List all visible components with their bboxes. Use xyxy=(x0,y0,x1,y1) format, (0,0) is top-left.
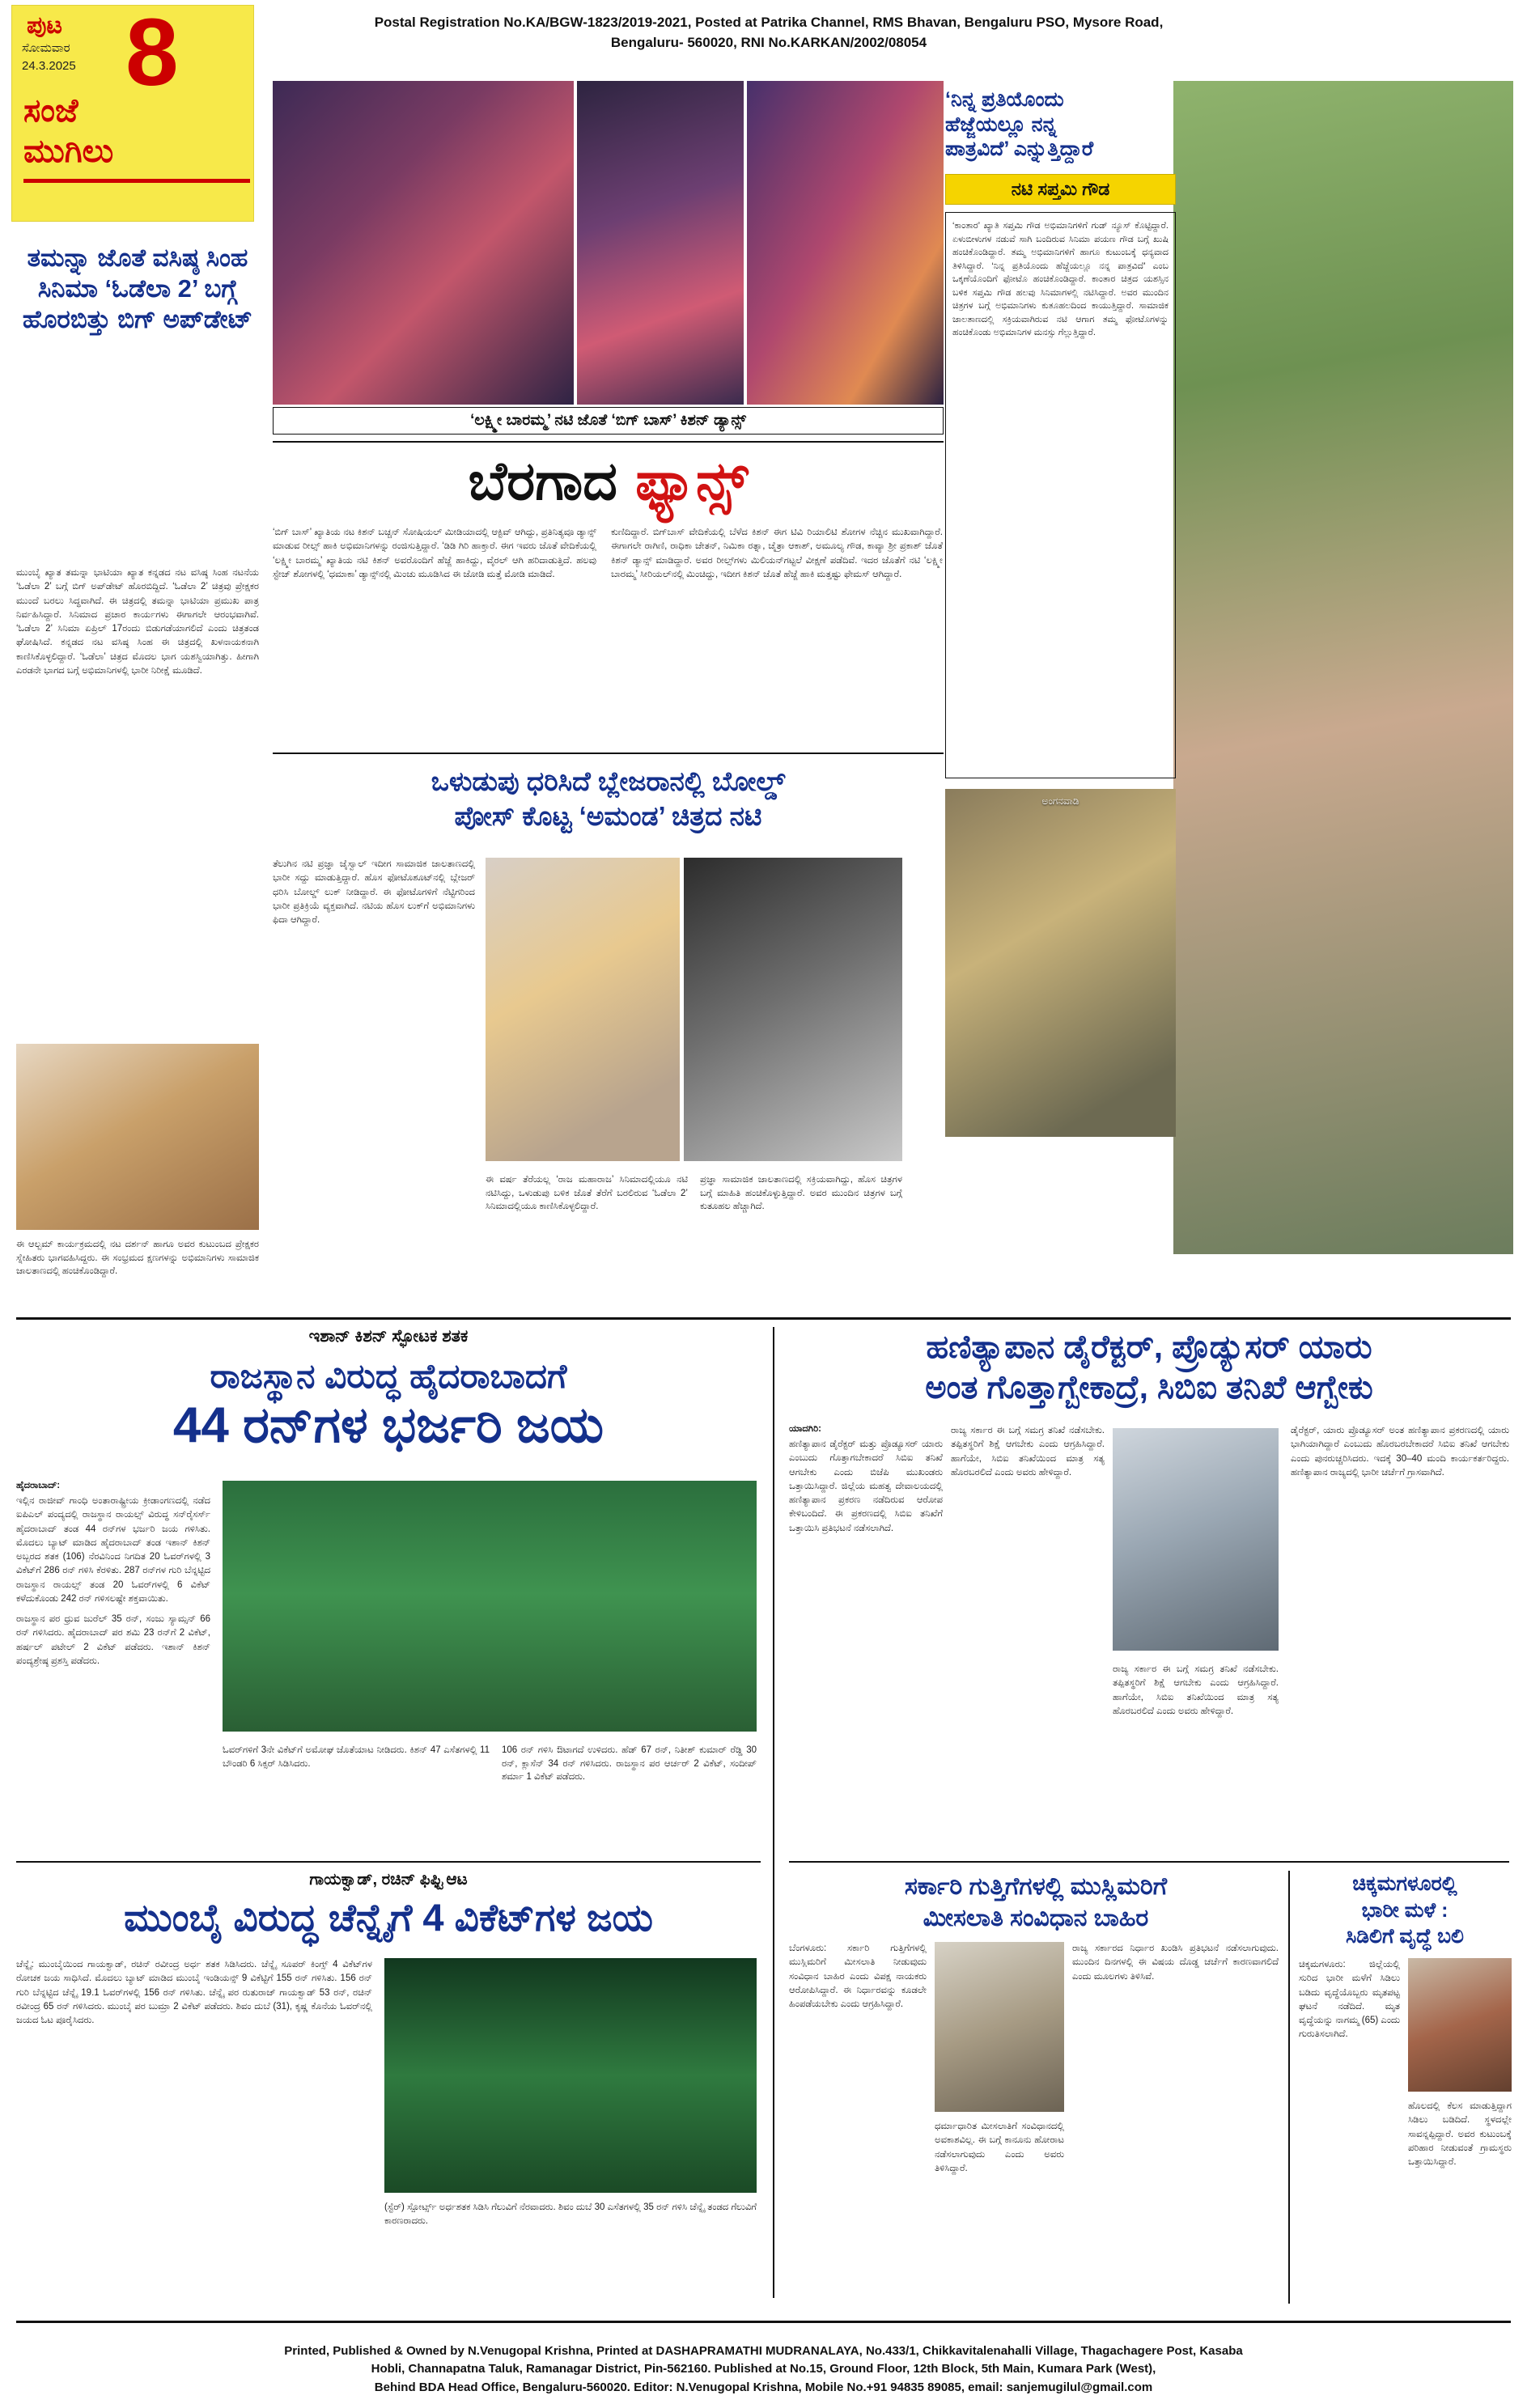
page-number: 8 xyxy=(125,0,179,106)
muslim-headline-1: ಸರ್ಕಾರಿ ಗುತ್ತಿಗೆಗಳಲ್ಲಿ ಮುಸ್ಲಿಮರಿಗೆ xyxy=(904,1873,1168,1900)
muslim-col3: ರಾಜ್ಯ ಸರ್ಕಾರದ ನಿರ್ಧಾರ ಖಂಡಿಸಿ ಪ್ರತಿಭಟನೆ ನಡೆಸಲಾಗುವುದು. ಮುಂದಿನ ದಿನಗಳಲ್ಲಿ ಈ ವಿಷಯ ದೊಡ್ಡ ಚರ್ಚೆಗೆ ಕಾರಣವಾಗಲಿದೆ ಎಂದು ಮೂಲಗಳು ತಿಳಿಸಿವೆ. xyxy=(1072,1944,1279,1982)
sports-bottom-kicker: ಗಾಯಕ್ವಾಡ್, ರಚಿನ್ ಫಿಫ್ಟಿ ಆಟ xyxy=(309,1871,468,1889)
masthead-flag xyxy=(11,0,254,222)
divider-vertical-main xyxy=(773,1327,774,2298)
sports-left-cap2: 106 ರನ್ ಗಳಿಸಿ ಔಟಾಗದೆ ಉಳಿದರು. ಹೆಡ್ 67 ರನ್, ನಿತೀಶ್ ಕುಮಾರ್ ರೆಡ್ಡಿ 30 ರನ್, ಕ್ಲಾಸೆನ್ 34 ರನ್ ಗಳಿಸಿದರು. ರಾಜಸ್ಥಾನ ಪರ ಆರ್ಚರ್ 2 ವಿಕೆಟ್, ಸಂದೀಪ್ ಶರ್ಮಾ 1 ವಿಕೆಟ್ ಪಡೆದರು. xyxy=(502,1745,757,1783)
photo-cricket-srh-team xyxy=(223,1481,757,1732)
left-story xyxy=(16,243,259,334)
photo-dance-stage-3 xyxy=(747,81,944,405)
divider-center-bottom xyxy=(789,1861,1509,1863)
sports-left-body1: ಇಲ್ಲಿನ ರಾಜೀವ್ ಗಾಂಧಿ ಅಂತಾರಾಷ್ಟ್ರೀಯ ಕ್ರೀಡಾಂಗಣದಲ್ಲಿ ನಡೆದ ಐಪಿಎಲ್ ಪಂದ್ಯದಲ್ಲಿ ರಾಜಸ್ಥಾನ ರಾಯಲ್ಸ್ ವಿರುದ್ಧ ಸನ್‌ರೈಸರ್ಸ್ ಹೈದರಾಬಾದ್ ತಂಡ 44 ರನ್‌ಗಳ ಭರ್ಜರಿ ಜಯ ಗಳಿಸಿತು. ಮೊದಲು ಬ್ಯಾಟ್ ಮಾಡಿದ ಹೈದರಾಬಾದ್ ತಂಡ ಇಶಾನ್ ಕಿಶನ್ ಅಬ್ಬರದ ಶತಕ (106) ನೆರವಿನಿಂದ ನಿಗದಿತ 20 ಓವರ್‌ಗಳಲ್ಲಿ 3 ವಿಕೆಟ್‌ಗೆ 286 ರನ್ ಗಳಿಸಿ ಕೆರಳಿತು. 287 ರನ್‌ಗಳ ಗುರಿ ಬೆನ್ನಟ್ಟಿದ ರಾಜಸ್ಥಾನ ರಾಯಲ್ಸ್ ತಂಡ 20 ಓವರ್‌ಗಳಲ್ಲಿ 6 ವಿಕೆಟ್ ಕಳೆದುಕೊಂಡು 242 ರನ್ ಗಳಿಸಲಷ್ಟೇ ಶಕ್ತವಾಯಿತು. xyxy=(16,1496,210,1604)
bold-pose-caption-right: ಪ್ರಜ್ಞಾ ಸಾಮಾಜಿಕ ಜಾಲತಾಣದಲ್ಲಿ ಸಕ್ರಿಯವಾಗಿದ್ದು, ಹೊಸ ಚಿತ್ರಗಳ ಬಗ್ಗೆ ಮಾಹಿತಿ ಹಂಚಿಕೊಳ್ಳುತ್ತಿದ್ದಾರೆ. ಅವರ ಮುಂದಿನ ಚಿತ್ರಗಳ ಬಗ್ಗೆ ಕುತೂಹಲ ಹೆಚ್ಚಾಗಿದೆ. xyxy=(700,1175,902,1212)
fans-body-col1-wrap xyxy=(273,526,596,582)
page-label: ಪುಟ xyxy=(27,12,63,39)
bold-pose-headline xyxy=(273,765,944,834)
center-col3: ಡೈರೆಕ್ಟರ್, ಯಾರು ಪ್ರೊಡ್ಯೂಸರ್ ಅಂತ ಹಣಿತ್ಯಾಪಾನ ಪ್ರಕರಣದಲ್ಲಿ ಯಾರು ಭಾಗಿಯಾಗಿದ್ದಾರೆ ಎಂಬುದು ಹೊರಬರಬೇಕಾದರೆ ಸಿಬಿಐ ತನಿಖೆ ಆಗಬೇಕು ಎಂದು ಪುನರುಚ್ಚರಿಸಿದರು. ಇದಕ್ಕೆ 30–40 ಮಂದಿ ಕಾರ್ಯಕರ್ತರಿದ್ದರು. ಹಣಿತ್ಯಾಪಾನ ರಾಜ್ಯದಲ್ಲಿ ಭಾರೀ ಚರ್ಚೆಗೆ ಗ್ರಾಸವಾಗಿದೆ. xyxy=(1291,1426,1509,1477)
photo-wedding-event xyxy=(16,1044,259,1230)
center-col1-wrap xyxy=(789,1424,943,1536)
sports-left-kicker-wrap xyxy=(16,1327,761,1346)
center-col2-wrap xyxy=(951,1424,1105,1480)
sports-bottom-caption: (ಸ್ಟೆರ್) ಸ್ಪೋರ್ಟ್ಸ್ ಅರ್ಧಶತಕ ಸಿಡಿಸಿ ಗೆಲುವಿಗೆ ನೆರವಾದರು. ಶಿವಂ ದುಬೆ 30 ಎಸೆತಗಳಲ್ಲಿ 35 ರನ್ ಗಳಿಸಿ ಚೆನ್ನೈ ತಂಡದ ಗೆಲುವಿಗೆ ಕಾರಣರಾದರು. xyxy=(384,2202,757,2226)
dance-photo-caption-box xyxy=(273,407,944,435)
center-story-headline-wrap xyxy=(789,1327,1509,1408)
sports-left-kicker: ಇಶಾನ್ ಕಿಶನ್ ಸ್ಫೋಟಕ ಶತಕ xyxy=(308,1327,469,1346)
wedding-caption: ಈ ಆಲ್ಬಮ್ ಕಾರ್ಯಕ್ರಮದಲ್ಲಿ ನಟ ದರ್ಶನ್ ಹಾಗೂ ಅವರ ಕುಟುಂಬದ ಪ್ರೇಕ್ಷಕರ ಸ್ನೇಹಿತರು ಭಾಗವಹಿಸಿದ್ದರು. ಈ ಸಂಭ್ರಮದ ಕ್ಷಣಗಳನ್ನು ಅಭಿಮಾನಿಗಳು ಸಾಮಾಜಿಕ ಜಾಲತಾಣದಲ್ಲಿ ಹಂಚಿಕೊಂಡಿದ್ದಾರೆ. xyxy=(16,1240,259,1277)
fans-body-col1: ‘ಬಿಗ್ ಬಾಸ್’ ಖ್ಯಾತಿಯ ನಟ ಕಿಶನ್ ಬಚ್ಚನ್ ಸೋಷಿಯಲ್ ಮೀಡಿಯಾದಲ್ಲಿ ಆಕ್ಟಿವ್ ಆಗಿದ್ದು, ಪ್ರತಿನಿತ್ಯವೂ ಡ್ಯಾನ್ಸ್ ಮಾಡುವ ರೀಲ್ಸ್ ಹಾಕಿ ಅಭಿಮಾನಿಗಳನ್ನು ರಂಜಿಸುತ್ತಿದ್ದಾರೆ. ‘ಡಿಡಿ ಗಿರಿ ಹಾಕ್ತಾರೆ. ಈಗ ಇವರು ಜೊತೆ ವೇದಿಕೆಯಲ್ಲಿ ‘ಲಕ್ಷ್ಮೀ ಬಾರಮ್ಮ’ ಖ್ಯಾತಿಯ ನಟಿ ಕಿಶನ್ ಅವರೊಂದಿಗೆ ಹೆಜ್ಜೆ ಹಾಕಿದ್ದು, ವೈರಲ್ ಆಗಿ ಹರಿದಾಡುತ್ತಿದೆ. ಹಲವು ಸ್ಟೇಜ್ ಶೋಗಳಲ್ಲಿ ‘ಧಮಾಕಾ’ ಡ್ಯಾನ್ಸ್‌ನಲ್ಲಿ ಮಿಂಚು ಮೂಡಿಸಿದ ಈ ಜೋಡಿ ಮತ್ತೆ ಮೋಡಿ ಮಾಡಿದೆ. xyxy=(273,528,596,579)
left-story-body-wrap xyxy=(16,566,259,678)
bold-pose-col1-wrap xyxy=(273,858,475,927)
bold-pose-col1: ತೆಲುಗಿನ ನಟಿ ಪ್ರಜ್ಞಾ ಜೈಸ್ವಾಲ್ ಇದೀಗ ಸಾಮಾಜಿಕ ಜಾಲತಾಣದಲ್ಲಿ ಭಾರೀ ಸದ್ದು ಮಾಡುತ್ತಿದ್ದಾರೆ. ಹೊಸ ಫೋಟೊಶೂಟ್‌ನಲ್ಲಿ ಬ್ಲೇಜರ್ ಧರಿಸಿ ಬೋಲ್ಡ್ ಲುಕ್ ನೀಡಿದ್ದಾರೆ. ಈ ಫೋಟೊಗಳಿಗೆ ನೆಟ್ಟಿಗರಿಂದ ಭಾರೀ ಪ್ರತಿಕ್ರಿಯೆ ವ್ಯಕ್ತವಾಗಿದೆ. ನಟಿಯ ಹೊಸ ಲುಕ್‌ಗೆ ಅಭಿಮಾನಿಗಳು ಫಿದಾ ಆಗಿದ್ದಾರೆ. xyxy=(273,859,475,925)
center-col-under-photo xyxy=(1113,1663,1279,1719)
postal-registration xyxy=(267,13,1270,53)
flag-divider xyxy=(23,179,250,183)
muslim-col2: ಧರ್ಮಾಧಾರಿತ ಮೀಸಲಾತಿಗೆ ಸಂವಿಧಾನದಲ್ಲಿ ಅವಕಾಶವಿಲ್ಲ. ಈ ಬಗ್ಗೆ ಕಾನೂನು ಹೋರಾಟ ನಡೆಸಲಾಗುವುದು ಎಂದು ಅವರು ತಿಳಿಸಿದ್ದಾರೆ. xyxy=(935,2122,1064,2173)
footer-line-2: Hobli, Channapatna Taluk, Ramanagar District, Pin-562160. Published at No.15, Ground Floor, 12th Block, 5th Main, Kumara Park (West), xyxy=(371,2362,1156,2376)
bold-pose-headline-line2: ಪೋಸ್ ಕೊಟ್ಟ ‘ಅಮಂಡ’ ಚಿತ್ರದ ನಟಿ xyxy=(454,800,762,831)
photo-actress-blazer xyxy=(684,858,902,1161)
right-headline-line1: ‘ನಿನ್ನ ಪ್ರತಿಯೊಂದು xyxy=(945,88,1064,111)
paper-name-line2: ಮುಗಿಲು xyxy=(23,134,114,169)
muslim-story-headline-wrap xyxy=(789,1871,1283,1934)
muslim-headline-2: ಮೀಸಲಾತಿ ಸಂವಿಧಾನ ಬಾಹಿರ xyxy=(923,1905,1149,1931)
sports-left-body2: ರಾಜಸ್ಥಾನ ಪರ ಧ್ರುವ ಜುರೆಲ್ 35 ರನ್, ಸಂಜು ಸ್ಯಾಮ್ಸನ್ 66 ರನ್ ಗಳಿಸಿದರು. ಹೈದರಾಬಾದ್ ಪರ ಶಮಿ 23 ರನ್‌ಗೆ 2 ವಿಕೆಟ್, ಹರ್ಷಲ್ ಪಟೇಲ್ 2 ವಿಕೆಟ್ ಪಡೆದರು. ಇಶಾನ್ ಕಿಶನ್ ಪಂದ್ಯಶ್ರೇಷ್ಠ ಪ್ರಶಸ್ತಿ ಪಡೆದರು. xyxy=(16,1614,210,1666)
photo-film-anganwadi xyxy=(945,789,1176,1137)
right-feature-body-box xyxy=(945,212,1176,778)
fans-headline xyxy=(273,450,944,514)
wedding-caption-wrap xyxy=(16,1238,259,1278)
postal-line-2: Bengaluru- 560020, RNI No.KARKAN/2002/08054 xyxy=(610,34,927,50)
center-story-headline-2: ಅಂತ ಗೊತ್ತಾಗ್ಬೇಕಾದ್ರೆ, ಸಿಬಿಐ ತನಿಖೆ ಆಗ್ಬೇಕು xyxy=(925,1370,1373,1405)
right-feature-subbanner: ನಟಿ ಸಪ್ತಮಿ ಗೌಡ xyxy=(1011,179,1110,199)
sports-bottom-body: ಚೆನ್ನೈ: ಮುಂಬೈಯಿಂದ ಗಾಯಕ್ವಾಡ್, ರಚಿನ್ ರವೀಂದ್ರ ಅರ್ಧ ಶತಕ ಸಿಡಿಸಿದರು. ಚೆನ್ನೈ ಸೂಪರ್ ಕಿಂಗ್ಸ್ 4 ವಿಕೆಟ್‌ಗಳ ರೋಚಕ ಜಯ ಸಾಧಿಸಿದೆ. ಮೊದಲು ಬ್ಯಾಟ್ ಮಾಡಿದ ಮುಂಬೈ ಇಂಡಿಯನ್ಸ್ 9 ವಿಕೆಟ್ಟಿಗೆ 155 ರನ್ ಗಳಿಸಿತು. 156 ರನ್ ಗುರಿ ಬೆನ್ನಟ್ಟಿದ ಚೆನ್ನೈ 19.1 ಓವರ್‌ಗಳಲ್ಲಿ 156 ರನ್ ಗಳಿಸಿತು. ಚೆನ್ನೈ ಪರ ರುತುರಾಜ್ ಗಾಯಕ್ವಾಡ್ 53 ರನ್, ರಚಿನ್ ರವೀಂದ್ರ 65 ರನ್ ಗಳಿಸಿದರು. ಮುಂಬೈ ಪರ ಬುಮ್ರಾ 2 ವಿಕೆಟ್ ಪಡೆದರು. ಶಿವಂ ದುಬೆ (31), ಕೃಷ್ಣ ಕೊನೆಯ ಓವರ್‌ನಲ್ಲಿ ಜಯದ ಓಟ ಪೂರೈಸಿದರು. xyxy=(16,1960,372,2025)
chikmagalur-col1: ಚಿಕ್ಕಮಗಳೂರು: ಜಿಲ್ಲೆಯಲ್ಲಿ ಸುರಿದ ಭಾರೀ ಮಳೆಗೆ ಸಿಡಿಲು ಬಡಿದು ವೃದ್ಧೆಯೊಬ್ಬರು ಮೃತಪಟ್ಟ ಘಟನೆ ನಡೆದಿದೆ. ಮೃತ ವೃದ್ಧೆಯನ್ನು ನಾಗಮ್ಮ (65) ಎಂದು ಗುರುತಿಸಲಾಗಿದೆ. xyxy=(1299,1960,1400,2040)
photo-dance-stage-2 xyxy=(577,81,744,405)
chikmagalur-col2: ಹೊಲದಲ್ಲಿ ಕೆಲಸ ಮಾಡುತ್ತಿದ್ದಾಗ ಸಿಡಿಲು ಬಡಿದಿದೆ. ಸ್ಥಳದಲ್ಲೇ ಸಾವನ್ನಪ್ಪಿದ್ದಾರೆ. ಅವರ ಕುಟುಂಬಕ್ಕೆ ಪರಿಹಾರ ನೀಡುವಂತೆ ಗ್ರಾಮಸ್ಥರು ಒತ್ತಾಯಿಸಿದ್ದಾರೆ. xyxy=(1408,2101,1512,2167)
fans-headline-black: ಬೆರಗಾದ xyxy=(468,451,617,511)
muslim-col2-wrap xyxy=(935,2120,1064,2176)
photo-cricket-csk xyxy=(384,1958,757,2193)
center-col1: ಹಣಿತ್ಯಾಪಾನ ಡೈರೆಕ್ಟರ್ ಮತ್ತು ಪ್ರೊಡ್ಯೂಸರ್ ಯಾರು ಎಂಬುದು ಗೊತ್ತಾಗಬೇಕಾದರೆ ಸಿಬಿಐ ತನಿಖೆ ಆಗಬೇಕು ಎಂದು ಬಿಜೆಪಿ ಮುಖಂಡರು ಒತ್ತಾಯಿಸಿದ್ದಾರೆ. ಜಿಲ್ಲೆಯ ಮಹತ್ವ ದೇವಾಲಯದಲ್ಲಿ ಹಣಿತ್ಯಾಪಾನ ಪ್ರಕರಣ ನಡೆದಿರುವ ಆರೋಪ ಕೇಳಿಬಂದಿದೆ. ಈ ಪ್ರಕರಣದಲ್ಲಿ ಸಿಬಿಐ ತನಿಖೆಗೆ ಒತ್ತಾಯಿಸಿ ಪ್ರತಿಭಟನೆ ನಡೆಸಲಾಗಿದೆ. xyxy=(789,1439,943,1533)
fans-body-col2-wrap xyxy=(611,526,943,582)
center-story-headline-1: ಹಣಿತ್ಯಾಪಾನ ಡೈರೆಕ್ಟರ್, ಪ್ರೊಡ್ಯುಸರ್ ಯಾರು xyxy=(926,1329,1372,1365)
bold-pose-caption-right-wrap xyxy=(700,1173,902,1214)
sports-left-dateline: ಹೈದರಾಬಾದ್: xyxy=(16,1481,61,1490)
muslim-col1: ಬೆಂಗಳೂರು: ಸರ್ಕಾರಿ ಗುತ್ತಿಗೆಗಳಲ್ಲಿ ಮುಸ್ಲಿಮರಿಗೆ ಮೀಸಲಾತಿ ನೀಡುವುದು ಸಂವಿಧಾನ ಬಾಹಿರ ಎಂದು ವಿಪಕ್ಷ ನಾಯಕರು ಆರೋಪಿಸಿದ್ದಾರೆ. ಈ ನಿರ್ಧಾರವನ್ನು ಕೂಡಲೇ ಹಿಂಪಡೆಯಬೇಕು ಎಂದು ಆಗ್ರಹಿಸಿದ್ದಾರೆ. xyxy=(789,1944,927,2009)
center-col2b: ರಾಜ್ಯ ಸರ್ಕಾರ ಈ ಬಗ್ಗೆ ಸಮಗ್ರ ತನಿಖೆ ನಡೆಸಬೇಕು. ತಪ್ಪಿತಸ್ಥರಿಗೆ ಶಿಕ್ಷೆ ಆಗಬೇಕು ಎಂದು ಆಗ್ರಹಿಸಿದ್ದಾರೆ. ಹಾಗೆಯೇ, ಸಿಬಿಐ ತನಿಖೆಯಿಂದ ಮಾತ್ರ ಸತ್ಯ ಹೊರಬರಲಿದೆ ಎಂದು ಅವರು ಹೇಳಿದ್ದಾರೆ. xyxy=(1113,1664,1279,1716)
divider-1 xyxy=(273,441,944,443)
right-feature-subbanner-box xyxy=(945,174,1176,205)
left-story-body: ಮುಂಬೈ ಖ್ಯಾತ ತಮನ್ನಾ ಭಾಟಿಯಾ ಖ್ಯಾತ ಕನ್ನಡದ ನಟ ವಸಿಷ್ಠ ಸಿಂಹ ನಟನೆಯ ‘ಓಡೆಲಾ 2’ ಬಗ್ಗೆ ಬಿಗ್ ಅಪ್‌ಡೇಟ್ ಹೊರಬಿದ್ದಿದೆ. ‘ಓಡೆಲಾ 2’ ಚಿತ್ರವು ಪ್ರೇಕ್ಷಕರ ಮುಂದೆ ಬರಲು ಸಿದ್ಧವಾಗಿದೆ. ಈ ಚಿತ್ರದಲ್ಲಿ ತಮನ್ನಾ ಭಾಟಿಯಾ ಪ್ರಮುಖ ಪಾತ್ರ ನಿರ್ವಹಿಸಿದ್ದಾರೆ. ಸಿನಿಮಾದ ಪ್ರಚಾರ ಕಾರ್ಯಗಳು ಈಗಾಗಲೇ ಆರಂಭವಾಗಿವೆ. ‘ಓಡೆಲಾ 2’ ಸಿನಿಮಾ ಏಪ್ರಿಲ್ 17ರಂದು ಬಿಡುಗಡೆಯಾಗಲಿದೆ ಎಂದು ಚಿತ್ರತಂಡ ಘೋಷಿಸಿದೆ. ಕನ್ನಡದ ನಟ ವಸಿಷ್ಠ ಸಿಂಹ ಈ ಚಿತ್ರದಲ್ಲಿ ಖಳನಾಯಕನಾಗಿ ಕಾಣಿಸಿಕೊಳ್ಳಲಿದ್ದಾರೆ. ‘ಓಡೆಲಾ’ ಚಿತ್ರದ ಮೊದಲ ಭಾಗ ಯಶಸ್ವಿಯಾಗಿತ್ತು. ಹೀಗಾಗಿ ಎರಡನೇ ಭಾಗದ ಬಗ್ಗೆ ಅಭಿಮಾನಿಗಳಲ್ಲಿ ಭಾರೀ ನಿರೀಕ್ಷೆ ಮೂಡಿದೆ. xyxy=(16,568,259,676)
footer-line-3: Behind BDA Head Office, Bengaluru-560020. Editor: N.Venugopal Krishna, Mobile No.+91 94835 89085, email: sanjemugilul@gmail.com xyxy=(374,2380,1153,2394)
dance-photo-caption: ‘ಲಕ್ಷ್ಮೀ ಬಾರಮ್ಮ’ ನಟಿ ಜೊತೆ ‘ಬಿಗ್ ಬಾಸ್’ ಕಿಶನ್ ಡ್ಯಾನ್ಸ್ xyxy=(470,412,746,429)
bold-pose-headline-line1: ಒಳುಡುಪು ಧರಿಸಿದೆ ಬ್ಲೇಜರಾನಲ್ಲಿ ಬೋಲ್ಡ್ xyxy=(431,766,786,796)
sports-bottom-headline: ಮುಂಬೈ ವಿರುದ್ಧ ಚೆನ್ನೈಗೆ 4 ವಿಕೆಟ್‌ಗಳ ಜಯ xyxy=(124,1896,653,1939)
sports-bottom-headline-wrap xyxy=(16,1897,761,1939)
sports-left-cap2-wrap xyxy=(502,1744,757,1784)
photo-politician-man xyxy=(1113,1428,1279,1651)
photo-victim-woman xyxy=(1408,1958,1512,2092)
fans-headline-red: ಫ್ಯಾನ್ಸ್ xyxy=(635,451,749,511)
postal-line-1: Postal Registration No.KA/BGW-1823/2019-2021, Posted at Patrika Channel, RMS Bhavan, Bengaluru PSO, Mysore Road, xyxy=(374,15,1164,30)
right-feature-body: ‘ಕಾಂತಾರ’ ಖ್ಯಾತಿ ಸಪ್ತಮಿ ಗೌಡ ಅಭಿಮಾನಿಗಳಿಗೆ ಗುಡ್ ನ್ಯೂಸ್ ಕೊಟ್ಟಿದ್ದಾರೆ. ಏಳುಬೀಳುಗಳ ನಡುವೆ ಸಾಗಿ ಬಂದಿರುವ ಸಿನಿಮಾ ಪಯಣ ಗೌಡ ಬಗ್ಗೆ ಖುಷಿ ಹಂಚಿಕೊಂಡಿದ್ದಾರೆ. ತಮ್ಮ ಅಭಿಮಾನಿಗಳಿಗೆ ಹಾಗೂ ಕುಟುಂಬಕ್ಕೆ ಧನ್ಯವಾದ ತಿಳಿಸಿದ್ದಾರೆ. ‘ನಿನ್ನ ಪ್ರತಿಯೊಂದು ಹೆಜ್ಜೆಯಲ್ಲೂ ನನ್ನ ಪಾತ್ರವಿದೆ’ ಎಂಬ ಒಕ್ಕಣೆಯೊಂದಿಗೆ ಫೋಟೊ ಹಂಚಿಕೊಂಡಿದ್ದಾರೆ. ಕಾಂತಾರ ಚಿತ್ರದ ಯಶಸ್ಸಿನ ಬಳಿಕ ಸಪ್ತಮಿ ಗೌಡ ಹಲವು ಸಿನಿಮಾಗಳಲ್ಲಿ ನಟಿಸಿದ್ದಾರೆ. ಅವರ ಮುಂದಿನ ಚಿತ್ರಗಳ ಬಗ್ಗೆ ಅಭಿಮಾನಿಗಳು ಕುತೂಹಲದಿಂದ ಕಾಯುತ್ತಿದ್ದಾರೆ. ಸಾಮಾಜಿಕ ಜಾಲತಾಣದಲ್ಲಿ ಸಕ್ರಿಯವಾಗಿರುವ ನಟಿ ಆಗಾಗ ತಮ್ಮ ಫೋಟೊಗಳನ್ನು ಹಂಚಿಕೊಂಡು ಅಭಿಮಾನಿಗಳ ಮನಸ್ಸು ಗೆಲ್ಲುತ್ತಿದ್ದಾರೆ. xyxy=(952,221,1169,337)
film-strip-caption: ಅಂಗನವಾಡಿ xyxy=(1041,795,1080,807)
footer-imprint xyxy=(0,2334,1527,2408)
paper-name-line1: ಸಂಜೆ xyxy=(23,93,78,129)
right-feature-headline xyxy=(945,87,1176,162)
sports-left-headline-big: 44 ರನ್‌ಗಳ ಭರ್ಜರಿ ಜಯ xyxy=(172,1397,604,1454)
sports-left-headline-1: ರಾಜಸ್ಥಾನ ವಿರುದ್ಧ ಹೈದರಾಬಾದಗೆ xyxy=(210,1357,567,1395)
fans-body-col2: ಕುಣಿದಿದ್ದಾರೆ. ಬಿಗ್‌ಬಾಸ್ ವೇದಿಕೆಯಲ್ಲಿ ಬೆಳೆದ ಕಿಶನ್ ಈಗ ಟಿವಿ ರಿಯಾಲಿಟಿ ಶೋಗಳ ನೆಚ್ಚಿನ ಮುಖವಾಗಿದ್ದಾರೆ. ಈಗಾಗಲೇ ರಾಗಿಣಿ, ರಾಧಿಕಾ ಚೇತನ್, ನಿಮಿಕಾ ರತ್ನಾ, ಚೈತ್ರಾ ಆಕಾಶ್, ಅಮೂಲ್ಯ ಗೌಡ, ಕಾವ್ಯಾ ಶ್ರೀ ಪ್ರಕಾಶ್ ಜೊತೆ ಕಿಶನ್ ಡ್ಯಾನ್ಸ್ ಮಾಡಿದ್ದಾರೆ. ಅವರ ರೀಲ್ಸ್‌ಗಳು ಮಿಲಿಯನ್‌ಗಟ್ಟಲೆ ವೀಕ್ಷಣೆ ಪಡೆದಿವೆ. ಇದರ ಜೊತೆಗೆ ನಟಿ ‘ಲಕ್ಷ್ಮೀ ಬಾರಮ್ಮ’ ಸೀರಿಯಲ್‌ನಲ್ಲಿ ಮಿಂಚಿದ್ದು, ಇದೀಗ ಕಿಶನ್ ಜೊತೆ ಹೆಜ್ಜೆ ಹಾಕಿ ಮತ್ತಷ್ಟು ಫೇಮಸ್ ಆಗಿದ್ದಾರೆ. xyxy=(611,528,943,579)
sports-bottom-body-wrap xyxy=(16,1958,372,2028)
sports-bottom-caption-wrap xyxy=(384,2201,757,2228)
bold-pose-caption-left: ಈ ವರ್ಷ ತೆರೆಯಲ್ಲ ‘ರಾಜ ಮಹಾರಾಜ’ ಸಿನಿಮಾದಲ್ಲಿಯೂ ನಟಿ ನಟಿಸಿದ್ದು, ಒಳುಡುಪು ಬಳಿಕ ಜೊತೆ ತೆರೆಗೆ ಬರಲಿರುವ ‘ಓಡೆಲಾ 2’ ಸಿನಿಮಾದಲ್ಲಿಯೂ ಕಾಣಿಸಿಕೊಳ್ಳಲಿದ್ದಾರೆ. xyxy=(486,1175,688,1212)
weekday-label: ಸೋಮವಾರ xyxy=(22,41,70,55)
bold-pose-caption-left-wrap xyxy=(486,1173,688,1214)
photo-dance-stage-1 xyxy=(273,81,574,405)
sports-left-cap1: ಓವರ್‌ಗಳಿಗೆ 3ನೇ ವಿಕೆಟ್‌ಗೆ ಅಮೋಘ ಜೊತೆಯಾಟ ನೀಡಿದರು. ಕಿಶನ್ 47 ಎಸೆತಗಳಲ್ಲಿ 11 ಬೌಂಡರಿ 6 ಸಿಕ್ಸರ್ ಸಿಡಿಸಿದರು. xyxy=(223,1745,490,1769)
sports-bottom-kicker-wrap xyxy=(16,1871,761,1889)
divider-2 xyxy=(273,752,944,754)
chikmagalur-headline-2: ಭಾರೀ ಮಳೆ : xyxy=(1361,1898,1449,1922)
sports-left-cap1-wrap xyxy=(223,1744,490,1770)
sports-left-headline-wrap xyxy=(16,1356,761,1455)
chikmagalur-col2-wrap xyxy=(1408,2100,1512,2169)
muslim-col1-wrap xyxy=(789,1942,927,2012)
center-dateline: ಯಾದಗಿರಿ: xyxy=(789,1424,821,1434)
left-story-headline: ತಮನ್ನಾ ಜೊತೆ ವಸಿಷ್ಠ ಸಿಂಹ ಸಿನಿಮಾ ‘ಓಡೆಲಾ 2’ ಬಗ್ಗೆ ಹೊರಬಿತ್ತು ಬಿಗ್ ಅಪ್‌ಡೇಟ್ xyxy=(22,244,253,333)
right-headline-line3: ಪಾತ್ರವಿದೆ’ ಎನ್ನುತ್ತಿದ್ದಾರೆ xyxy=(945,138,1094,160)
footer-line-1: Printed, Published & Owned by N.Venugopal Krishna, Printed at DASHAPRAMATHI MUDRANALAYA, No.433/1, Chikkavitalenahalli Village, Thagachagere Post, Kasaba xyxy=(284,2343,1243,2358)
center-col2: ರಾಜ್ಯ ಸರ್ಕಾರ ಈ ಬಗ್ಗೆ ಸಮಗ್ರ ತನಿಖೆ ನಡೆಸಬೇಕು. ತಪ್ಪಿತಸ್ಥರಿಗೆ ಶಿಕ್ಷೆ ಆಗಬೇಕು ಎಂದು ಆಗ್ರಹಿಸಿದ್ದಾರೆ. ಹಾಗೆಯೇ, ಸಿಬಿಐ ತನಿಖೆಯಿಂದ ಮಾತ್ರ ಸತ್ಯ ಹೊರಬರಲಿದೆ ಎಂದು ಅವರು ಹೇಳಿದ್ದಾರೆ. xyxy=(951,1426,1105,1477)
divider-footer xyxy=(16,2321,1511,2323)
center-col3-wrap xyxy=(1291,1424,1509,1480)
chikmagalur-headline-1: ಚಿಕ್ಕಮಗಳೂರಲ್ಲಿ xyxy=(1352,1872,1457,1895)
chikmagalur-headline-wrap xyxy=(1299,1871,1511,1950)
photo-actress-sapthami xyxy=(1173,81,1513,1254)
right-headline-line2: ಹೆಜ್ಜೆಯಲ್ಲೂ ನನ್ನ xyxy=(945,112,1057,136)
divider-vertical-right xyxy=(1288,1871,1290,2304)
muslim-col3-wrap xyxy=(1072,1942,1279,1984)
divider-main-horizontal xyxy=(16,1317,1511,1320)
date-label: 24.3.2025 xyxy=(22,59,76,73)
chikmagalur-headline-3: ಸಿಡಿಲಿಗೆ ವೃದ್ಧೆ ಬಲಿ xyxy=(1346,1925,1464,1948)
divider-sports-left xyxy=(16,1861,761,1863)
sports-left-text-col xyxy=(16,1481,210,1668)
photo-leader-man xyxy=(935,1942,1064,2112)
photo-actress-yellow-dress xyxy=(486,858,680,1161)
chikmagalur-col1-wrap xyxy=(1299,1958,1400,2042)
